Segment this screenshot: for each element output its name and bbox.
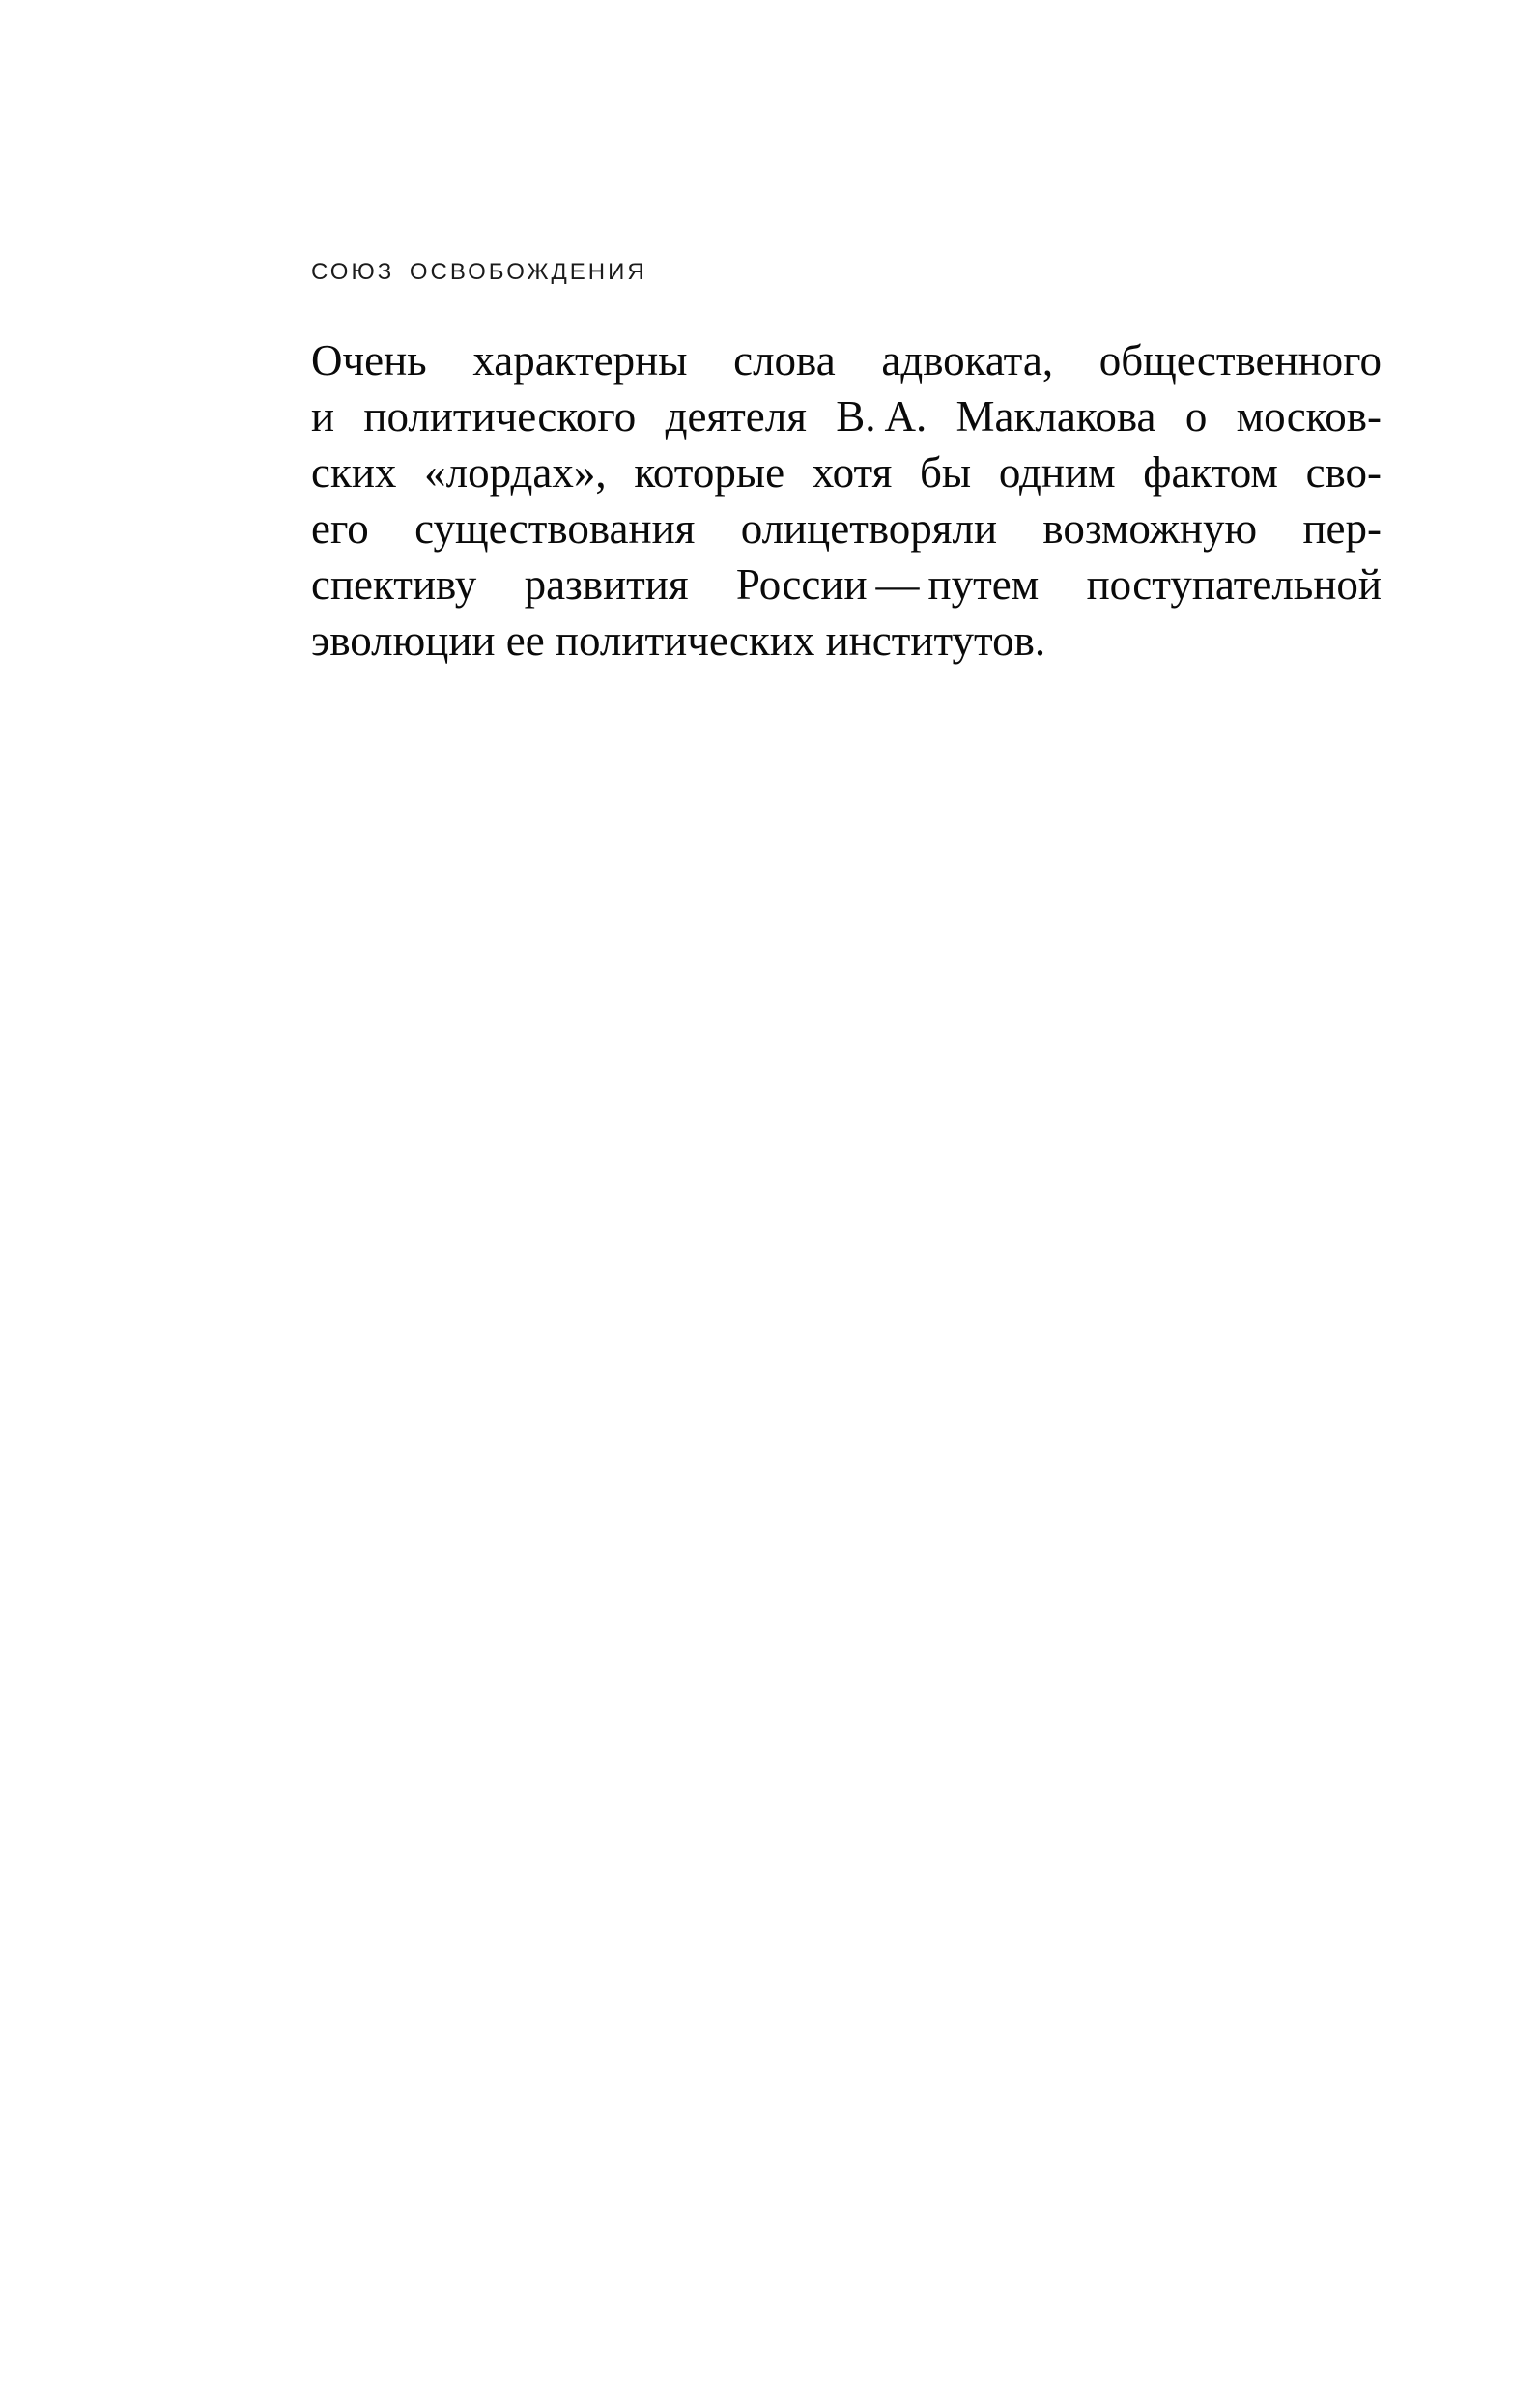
paragraph-line: эволюции ее политических институтов. (311, 616, 1046, 665)
paragraph-line: спективу развития России — путем поступательной (311, 560, 1382, 609)
paragraph-line: и политического деятеля В. А. Маклакова о москов- (311, 392, 1382, 441)
body-paragraph (311, 332, 1382, 669)
paragraph-line: Очень характерны слова адвоката, общественного (311, 336, 1382, 385)
paragraph-line: его существования олицетворяли возможную пер- (311, 504, 1382, 553)
running-header: СОЮЗ ОСВОБОЖДЕНИЯ (311, 259, 647, 285)
paragraph-line: ских «лордах», которые хотя бы одним фактом сво- (311, 448, 1382, 497)
